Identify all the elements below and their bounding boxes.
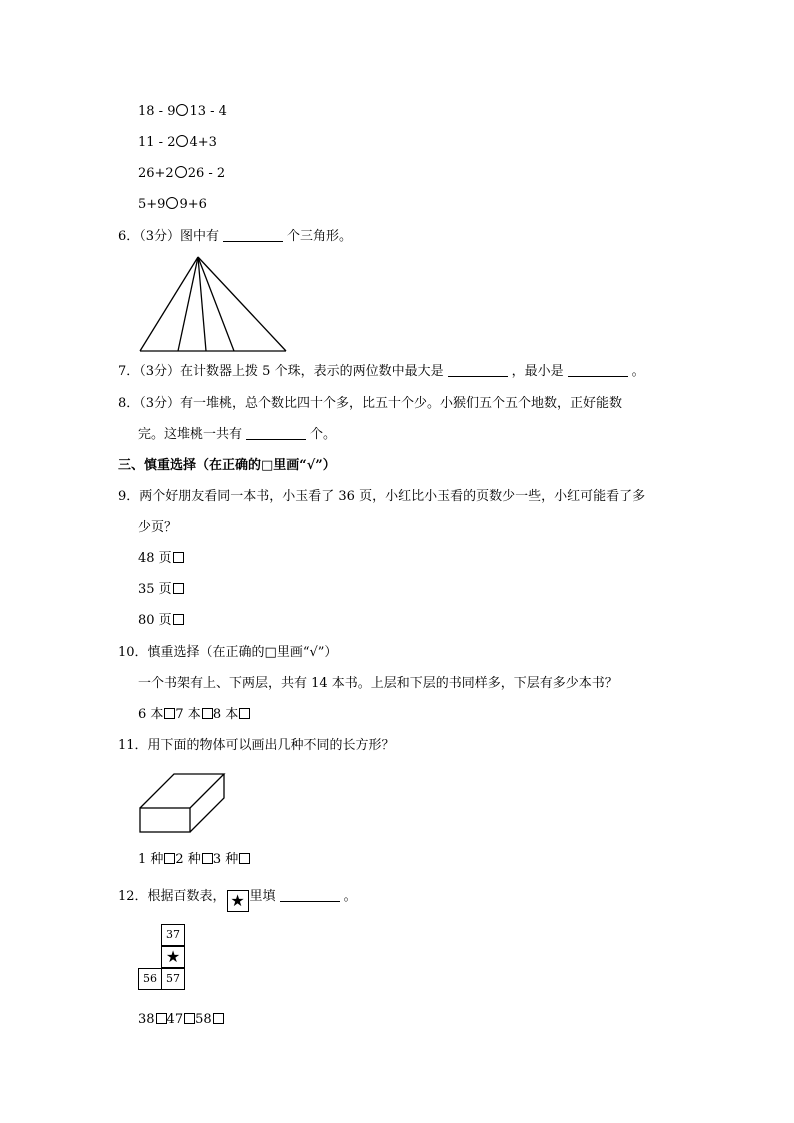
q7-middle: ，最小是 [511, 364, 564, 379]
answer-blank-min[interactable] [568, 364, 628, 377]
checkbox[interactable] [184, 1013, 195, 1024]
comparison-2 [138, 135, 217, 151]
answer-blank[interactable] [223, 229, 283, 242]
q6-suffix: 个三角形。 [287, 229, 353, 244]
comparison-3 [138, 166, 225, 182]
answer-blank[interactable] [280, 889, 340, 902]
grid-cell-56: 56 [138, 968, 162, 990]
q12-suffix: 。 [343, 889, 357, 904]
comparison-left: 11 - 2 [138, 135, 176, 150]
option-label: 3 种 [212, 852, 239, 867]
comparison-right: 26 - 2 [187, 166, 226, 181]
question-12-line1 [118, 889, 357, 912]
q11-options [138, 852, 250, 868]
comparison-left: 18 - 9 [138, 104, 176, 119]
q12-middle: 里填 [249, 889, 276, 904]
triangle-figure [138, 255, 290, 355]
answer-blank[interactable] [246, 427, 306, 440]
option-label: 8 本 [212, 707, 239, 722]
option-label: 2 种 [175, 852, 201, 867]
checkbox[interactable] [202, 853, 213, 864]
option-label: 38 [138, 1012, 155, 1027]
question-7 [118, 364, 645, 380]
option-label: 6 本 [138, 707, 164, 722]
star-icon: ★ [161, 946, 185, 968]
comparison-right: 13 - 4 [189, 104, 227, 119]
answer-blank-max[interactable] [448, 364, 508, 377]
comparison-1 [138, 104, 227, 120]
checkbox[interactable] [173, 583, 184, 594]
question-9-line1: 9．两个好朋友看同一本书，小玉看了 36 页，小红比小玉看的页数少一些，小红可能看了多 [118, 489, 646, 504]
checkbox[interactable] [164, 853, 175, 864]
comparison-left: 5+9 [138, 197, 166, 212]
option-label: 1 种 [138, 852, 164, 867]
q12-options [138, 1012, 224, 1028]
comparison-right: 4+3 [189, 135, 217, 150]
q10-options [138, 707, 250, 723]
question-10-line2: 一个书架有上、下两层，共有 14 本书。上层和下层的书同样多，下层有多少本书？ [138, 676, 618, 691]
question-9-line2: 少页？ [138, 520, 178, 535]
star-box-icon: ★ [227, 890, 249, 912]
q7-suffix: 。 [631, 364, 645, 379]
q8-text: 完。这堆桃一共有 [138, 427, 243, 442]
checkbox[interactable] [213, 1013, 224, 1024]
checkbox[interactable] [173, 552, 184, 563]
question-10-line1: 10．慎重选择（在正确的□里画“√”） [118, 645, 338, 660]
grid-cell-57: 57 [161, 968, 185, 990]
comparison-left: 26+2 [138, 166, 174, 181]
cuboid-figure [138, 770, 228, 836]
option-label: 58 [195, 1012, 212, 1027]
compare-circle[interactable] [176, 135, 188, 147]
q9-option-1 [138, 551, 184, 567]
checkbox[interactable] [202, 708, 213, 719]
section-title: 三、慎重选择（在正确的□里画“√”） [118, 458, 336, 473]
comparison-right: 9+6 [179, 197, 207, 212]
q7-text: 7．（3分）在计数器上拨 5 个珠，表示的两位数中最大是 [118, 364, 444, 379]
checkbox[interactable] [156, 1013, 167, 1024]
question-8-line2 [138, 427, 336, 443]
compare-circle[interactable] [176, 104, 188, 116]
q6-text: 6．（3分）图中有 [118, 229, 220, 244]
question-8-line1: 8．（3分）有一堆桃，总个数比四十个多，比五十个少。小猴们五个五个地数，正好能数 [118, 396, 623, 411]
q12-text: 12．根据百数表， [118, 889, 226, 904]
question-11-line1: 11．用下面的物体可以画出几种不同的长方形？ [118, 738, 395, 753]
option-label: 80 页 [138, 613, 172, 628]
q9-option-3 [138, 613, 184, 629]
checkbox[interactable] [239, 708, 250, 719]
option-label: 48 页 [138, 551, 172, 566]
option-label: 7 本 [175, 707, 201, 722]
checkbox[interactable] [173, 614, 184, 625]
comparison-4 [138, 197, 207, 213]
q8-suffix: 个。 [310, 427, 337, 442]
option-label: 47 [166, 1012, 184, 1027]
checkbox[interactable] [164, 708, 175, 719]
hundred-chart-fragment [138, 924, 186, 994]
question-6 [118, 229, 352, 245]
compare-circle[interactable] [175, 166, 187, 178]
grid-cell-37: 37 [161, 924, 185, 946]
compare-circle[interactable] [166, 197, 178, 209]
option-label: 35 页 [138, 582, 172, 597]
checkbox[interactable] [239, 853, 250, 864]
q9-option-2 [138, 582, 184, 598]
